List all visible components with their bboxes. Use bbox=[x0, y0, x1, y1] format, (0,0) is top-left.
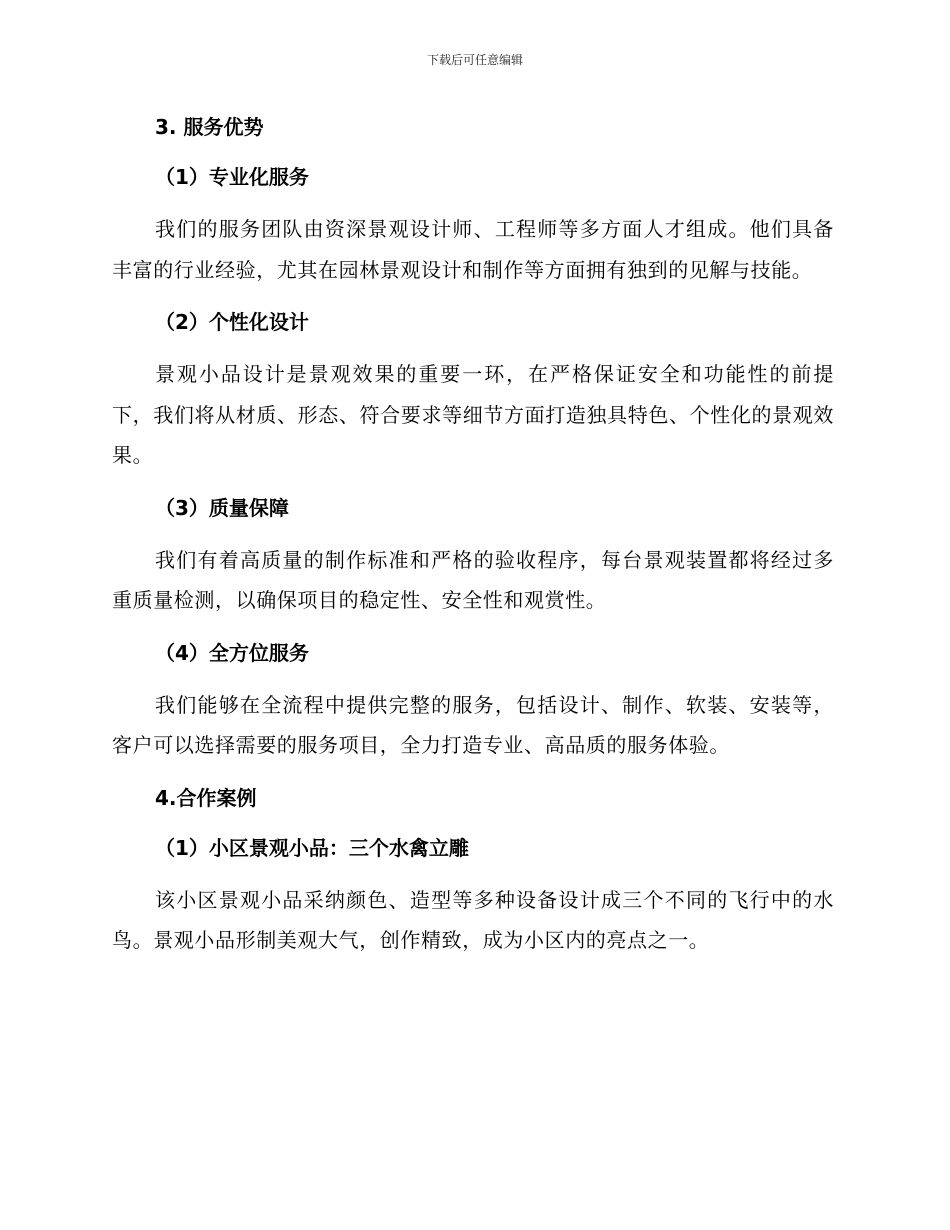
subheading-full-service: （4）全方位服务 bbox=[155, 640, 309, 665]
subheading-professional-service: （1）专业化服务 bbox=[155, 165, 309, 189]
paragraph-full-service: 我们能够在全流程中提供完整的服务，包括设计、制作、软装、安装等，客户可以选择需要的服务项目，全力打造专业、高品质的服务体验。 bbox=[112, 692, 834, 757]
paragraph-personalized-design: 景观小品设计是景观效果的重要一环，在严格保证安全和功能性的前提下，我们将从材质、形态、符合要求等细节方面打造独具特色、个性化的景观效果。 bbox=[112, 362, 834, 467]
paragraph-community-landscape: 该小区景观小品采纳颜色、造型等多种设备设计成三个不同的飞行中的水鸟。景观小品形制美观大气，创作精致，成为小区内的亮点之一。 bbox=[112, 887, 834, 952]
page-header-note: 下载后可任意编辑 bbox=[426, 53, 523, 67]
paragraph-professional-service: 我们的服务团队由资深景观设计师、工程师等多方面人才组成。他们具备丰富的行业经验，尤其在园林景观设计和制作等方面拥有独到的见解与技能。 bbox=[112, 217, 834, 282]
subheading-personalized-design: （2）个性化设计 bbox=[155, 310, 309, 334]
section-heading-service-advantages: 3. 服务优势 bbox=[155, 115, 264, 139]
subheading-quality-assurance: （3）质量保障 bbox=[155, 495, 289, 520]
section-heading-cooperation-cases: 4.合作案例 bbox=[155, 785, 257, 810]
document-body bbox=[112, 109, 834, 975]
paragraph-quality-assurance: 我们有着高质量的制作标准和严格的验收程序，每台景观装置都将经过多重质量检测，以确保项目的稳定性、安全性和观赏性。 bbox=[112, 547, 834, 612]
subheading-community-landscape: （1）小区景观小品：三个水禽立雕 bbox=[155, 835, 469, 860]
